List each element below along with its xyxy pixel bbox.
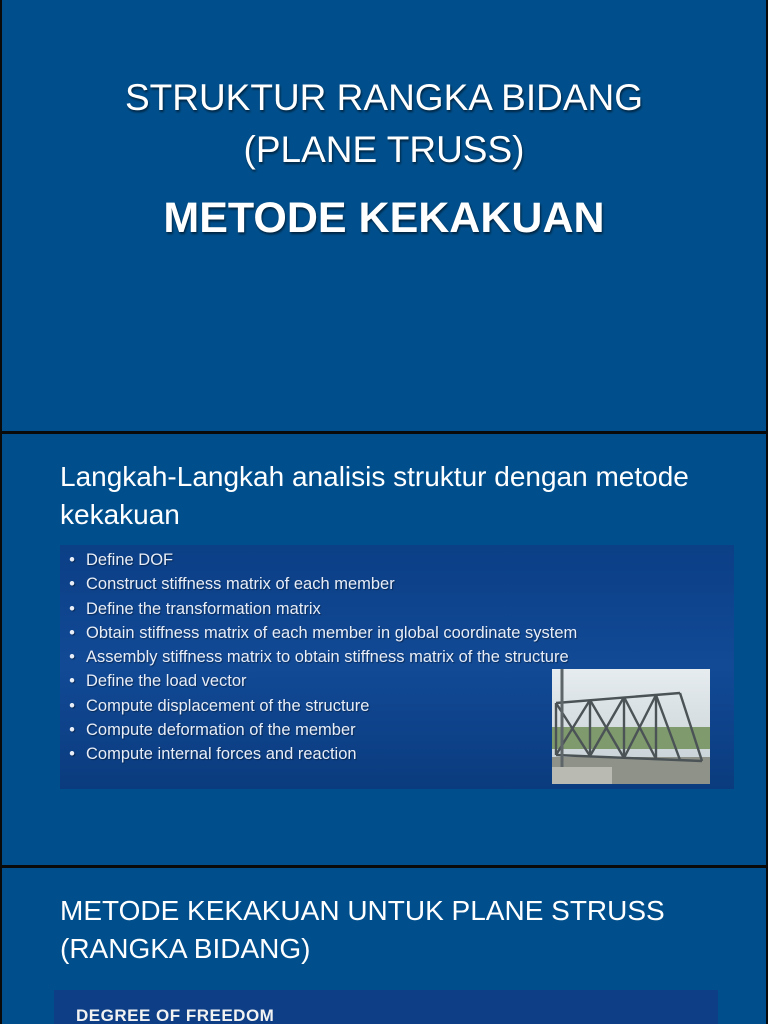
step-text: Construct stiffness matrix of each member bbox=[86, 575, 395, 594]
step-text: Define the transformation matrix bbox=[86, 599, 321, 618]
list-item bbox=[64, 572, 664, 596]
bullet-icon: • bbox=[69, 575, 75, 594]
slide-main-title: METODE KEKAKUAN bbox=[163, 194, 605, 242]
step-text: Obtain stiffness matrix of each member in global coordinate system bbox=[86, 623, 578, 642]
slide-title bbox=[2, 0, 766, 431]
railing bbox=[552, 767, 612, 784]
list-item bbox=[64, 597, 664, 621]
truss-bridge-photo bbox=[552, 669, 710, 784]
slide-method bbox=[2, 868, 766, 1024]
dof-panel-title: DEGREE OF FREEDOM bbox=[76, 1006, 275, 1024]
bullet-icon: • bbox=[69, 672, 75, 691]
bullet-icon: • bbox=[69, 696, 75, 715]
step-text: Compute deformation of the member bbox=[86, 721, 356, 740]
slide-title-line1: STRUKTUR RANGKA BIDANG bbox=[124, 77, 644, 118]
method-heading: METODE KEKAKUAN UNTUK PLANE STRUSS (RANGKA BIDANG) bbox=[60, 895, 665, 964]
step-text: Define DOF bbox=[86, 551, 174, 569]
slide-steps bbox=[2, 434, 766, 865]
truss-bridge-illustration bbox=[552, 669, 710, 784]
bullet-icon: • bbox=[69, 745, 75, 764]
step-text: Compute displacement of the structure bbox=[86, 696, 370, 715]
bullet-icon: • bbox=[69, 648, 75, 667]
bullet-icon: • bbox=[69, 721, 75, 740]
list-item bbox=[64, 645, 664, 669]
dof-panel bbox=[54, 990, 718, 1024]
bullet-icon: • bbox=[69, 623, 75, 642]
bullet-icon: • bbox=[69, 551, 75, 569]
step-text: Define the load vector bbox=[86, 672, 247, 691]
list-item bbox=[64, 548, 664, 572]
bullet-icon: • bbox=[69, 599, 75, 618]
step-text: Compute internal forces and reaction bbox=[86, 745, 357, 764]
list-item bbox=[64, 621, 664, 645]
slide-title-line2: (PLANE TRUSS) bbox=[243, 129, 525, 170]
steps-panel bbox=[60, 545, 734, 789]
step-text: Assembly stiffness matrix to obtain stiffness matrix of the structure bbox=[86, 648, 569, 667]
steps-heading: Langkah-Langkah analisis struktur dengan metode kekakuan bbox=[60, 461, 689, 530]
